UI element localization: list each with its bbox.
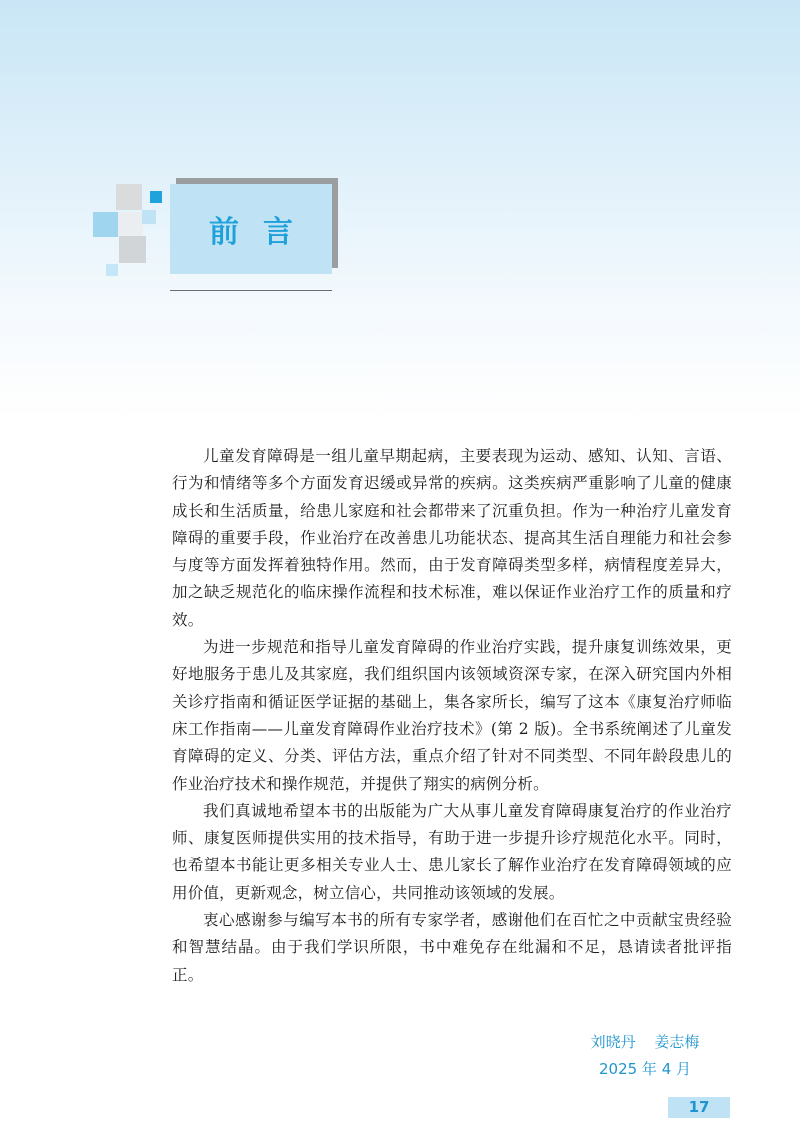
paragraph: 为进一步规范和指导儿童发育障碍的作业治疗实践，提升康复训练效果，更好地服务于患儿及其家庭，我们组织国内该领域资深专家，在深入研究国内外相关诊疗指南和循证医学证据的基础上，集各家所长，编写了这本《康复治疗师临床工作指南——儿童发育障碍作业治疗技术》(第 2 版)。全书系统阐述了儿童发育障碍的定义、分类、评估方法，重点介绍了针对不同类型、不同年龄段患儿的作业治疗技术和操作规范，并提供了翔实的病例分析。 — [172, 638, 732, 793]
signature-date: 2025 年 4 月 — [598, 1060, 692, 1078]
page-number: 17 — [668, 1097, 730, 1118]
deco-square — [106, 264, 118, 276]
paragraph: 儿童发育障碍是一组儿童早期起病，主要表现为运动、感知、认知、言语、行为和情绪等多个方面发育迟缓或异常的疾病。这类疾病严重影响了儿童的健康成长和生活质量，给患儿家庭和社会都带来了沉重负担。作为一种治疗儿童发育障碍的重要手段，作业治疗在改善患儿功能状态、提高其生活自理能力和社会参与度等方面发挥着独特作用。然而，由于发育障碍类型多样，病情程度差异大，加之缺乏规范化的临床操作流程和技术标准，难以保证作业治疗工作的质量和疗效。 — [172, 447, 732, 629]
author-names: 刘晓丹 姜志梅 — [590, 1033, 700, 1051]
paragraph: 衷心感谢参与编写本书的所有专家学者，感谢他们在百忙之中贡献宝贵经验和智慧结晶。由于我们学识所限，书中难免存在纰漏和不足，恳请读者批评指正。 — [172, 911, 732, 984]
preface-body — [172, 443, 732, 989]
deco-square — [119, 236, 146, 263]
page-title: 前言 — [209, 215, 317, 250]
deco-square — [142, 210, 156, 224]
deco-square — [150, 191, 162, 203]
title-box — [170, 184, 332, 274]
paragraph: 我们真诚地希望本书的出版能为广大从事儿童发育障碍康复治疗的作业治疗师、康复医师提供实用的技术指导，有助于进一步提升诊疗规范化水平。同时，也希望本书能让更多相关专业人士、患儿家长了解作业治疗在发育障碍领域的应用价值，更新观念，树立信心，共同推动该领域的发展。 — [172, 801, 732, 902]
title-underline — [170, 290, 332, 291]
deco-square — [93, 212, 118, 237]
deco-square — [116, 184, 142, 210]
deco-square — [118, 212, 143, 237]
